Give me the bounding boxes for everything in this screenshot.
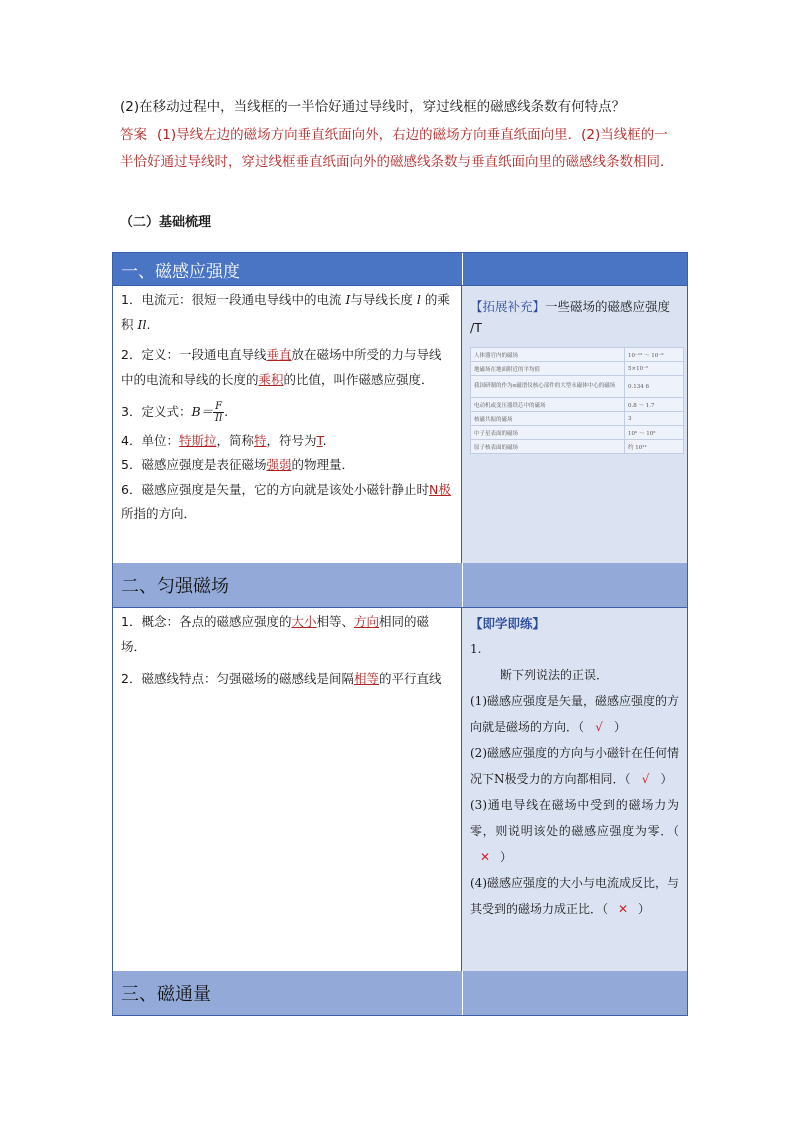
section-header-2: [113, 563, 687, 607]
section-header-title: 一、磁感应强度: [121, 261, 240, 282]
table-row: 我国研制的作为α磁谱仪核心部件的大型永磁体中心的磁场 0.134 6: [471, 376, 684, 398]
keyword: 大小: [291, 614, 317, 629]
check-icon: √: [641, 772, 650, 786]
summary-table: [112, 252, 688, 1016]
keyword: N极: [428, 481, 451, 497]
table-row: 电动机或变压器铁芯中的磁场 0.8 ～ 1.7: [471, 398, 684, 412]
item-2: 2．磁感线特点：匀强磁场的磁感线是间隔相等的平行直线: [121, 671, 442, 686]
item-1: 1．概念：各点的磁感应强度的大小相等、方向相同的磁场．: [121, 614, 430, 654]
question-text: (2)在移动过程中，当线框的一半恰好通过导线时，穿过线框的磁感线条数有何特点？: [120, 99, 626, 115]
extension-panel: [462, 286, 687, 564]
practice-item: (2)磁感应强度的方向与小磁针在任何情况下N极受力的方向都相同．（ √ ）: [470, 740, 679, 792]
practice-panel: [462, 608, 687, 972]
item-5: 5．磁感应强度是表征磁场强弱的物理量．: [121, 457, 354, 472]
answer-tag: 答案: [120, 127, 147, 143]
keyword: 特: [253, 432, 267, 448]
practice-item: (4)磁感应强度的大小与电流成反比，与其受到的磁场力成正比．（ ✕ ）: [470, 870, 679, 922]
keyword: 相等: [353, 671, 379, 686]
keyword: 特斯拉: [178, 432, 217, 448]
table-row: 中子星表面的磁场 10⁶ ～ 10⁸: [471, 426, 684, 440]
item-6: 6．磁感应强度是矢量，它的方向就是该处小磁针静止时N极所指的方向．: [121, 481, 451, 521]
extension-bracket: 【拓展补充】: [470, 299, 546, 314]
item-3: 3．定义式：B＝ $\frac{F}{Il}$ .: [121, 401, 229, 424]
section-content: [113, 286, 462, 564]
practice-lead: 断下列说法的正误．: [500, 668, 609, 682]
section-header-title: 三、磁通量: [121, 984, 211, 1005]
magnetic-field-table: [470, 347, 684, 454]
section-body-2: [113, 607, 687, 972]
cross-icon: ✕: [617, 902, 629, 916]
table-row: 原子核表面的磁场 约 10¹²: [471, 440, 684, 454]
formula-fraction: $\frac{F}{Il}$: [215, 401, 223, 424]
practice-item: (3)通电导线在磁场中受到的磁场力为零，则说明该处的磁感应强度为零．（✕ ）: [470, 792, 679, 870]
table-row: 地磁场在地面附近的平均值 5×10⁻⁵: [471, 362, 684, 376]
section-title: （二）基础梳理: [120, 215, 212, 230]
section-body-1: [113, 285, 687, 564]
cross-icon: ✕: [479, 850, 491, 864]
keyword: T: [316, 432, 323, 448]
keyword: 垂直: [266, 347, 292, 362]
answer-text: (1)导线左边的磁场方向垂直纸面向外，右边的磁场方向垂直纸面向里．(2)当线框的一半恰好通过导线时，穿过线框垂直纸面向外的磁感线条数与垂直纸面向里的磁感线条数相同．: [120, 127, 674, 170]
keyword: 强弱: [266, 457, 292, 472]
section-header-3: [113, 971, 687, 1015]
item-1: 1．电流元：很短一段通电导线中的电流 I与导线长度 l 的乘积 Il.: [121, 292, 450, 332]
table-row: 核磁共振的磁场 3: [471, 412, 684, 426]
extension-title: 一些磁场的磁感应强度: [545, 299, 671, 314]
item-2: 2．定义：一段通电直导线垂直放在磁场中所受的力与导线中的电流和导线的长度的乘积的比值，叫作磁感应强度．: [121, 347, 442, 387]
item-4: 4．单位：特斯拉，简称特，符号为T.: [121, 432, 327, 448]
extension-unit: /T: [470, 320, 482, 335]
practice-item: (1)磁感应强度是矢量，磁感应强度的方向就是磁场的方向．（ √ ）: [470, 688, 679, 740]
check-icon: √: [595, 720, 603, 734]
practice-number: 1.: [470, 642, 482, 656]
keyword: 方向: [354, 614, 380, 629]
answer-block: [120, 122, 680, 176]
keyword: 乘积: [258, 371, 284, 387]
section-content: [113, 608, 462, 972]
section-header-title: 二、匀强磁场: [121, 576, 229, 597]
section-header-1: [113, 253, 687, 285]
table-row: 人体器官内的磁场 10⁻¹³ ～ 10⁻⁹: [471, 348, 684, 362]
practice-title: 【即学即练】: [470, 616, 546, 631]
